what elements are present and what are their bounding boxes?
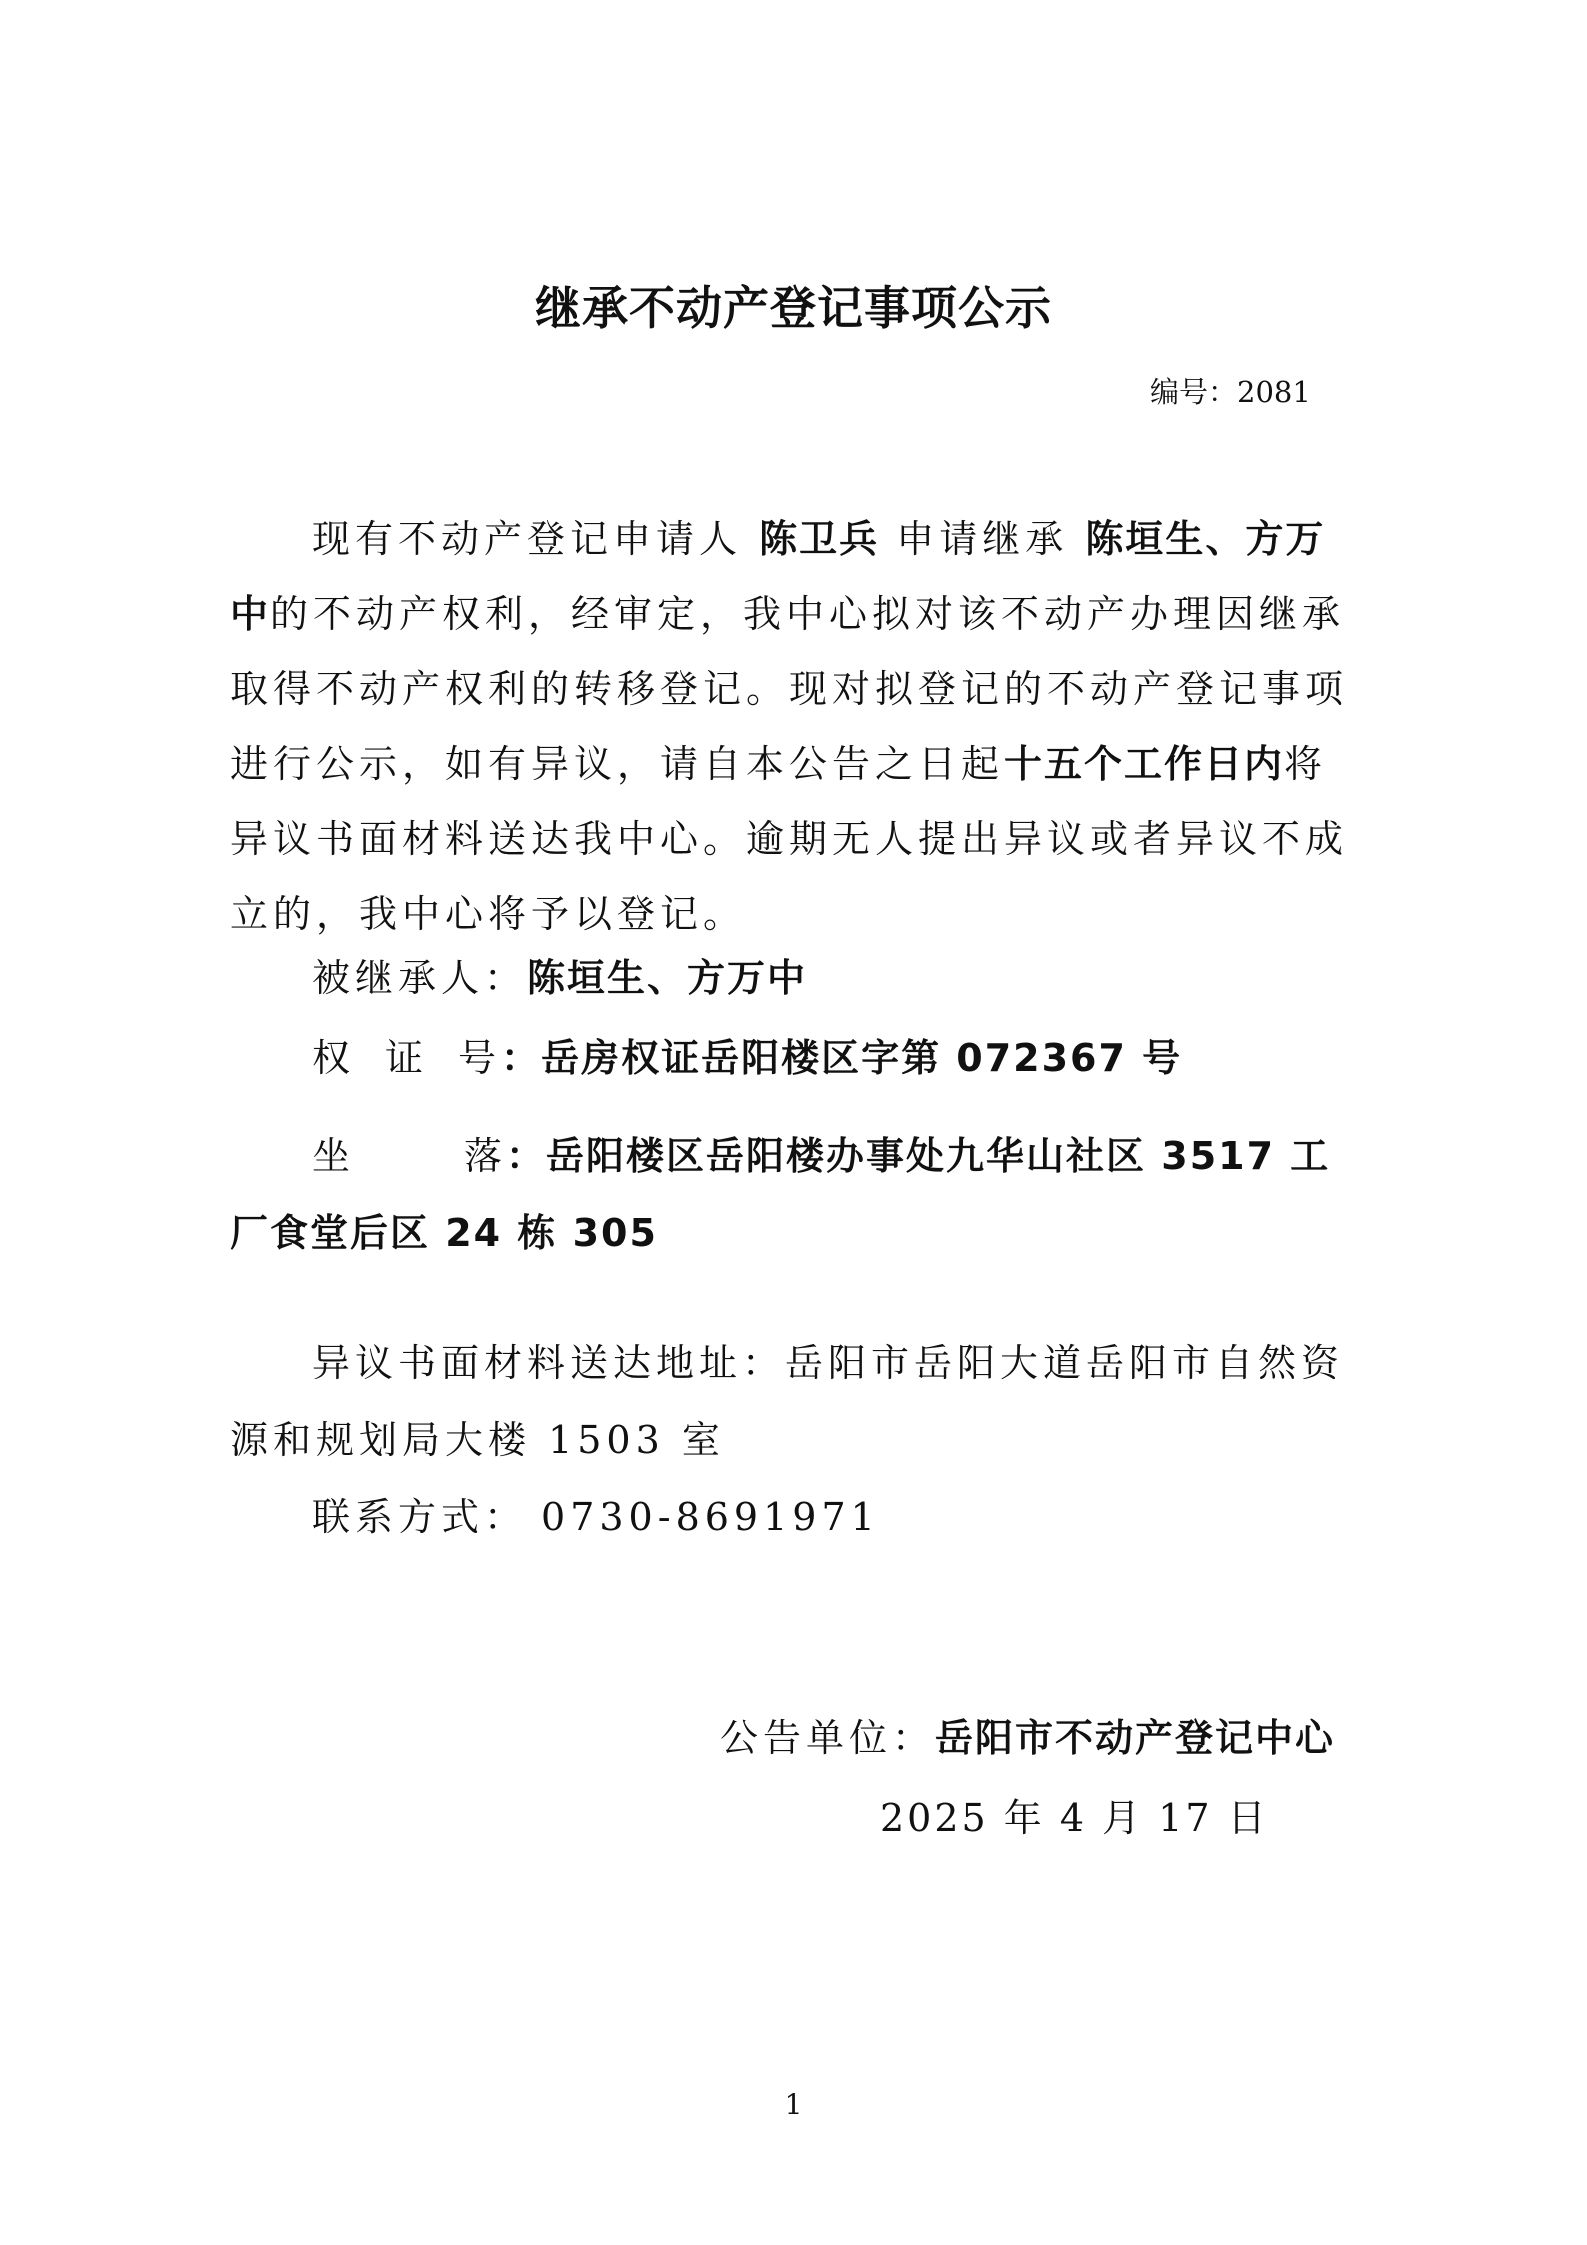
objection-deadline: 十五个工作日内: [1004, 742, 1285, 786]
contact-line: [312, 1487, 880, 1547]
inheritee-label: 被继承人：: [312, 956, 528, 1000]
location-paragraph: [230, 1118, 1360, 1272]
page-title: 继承不动产登记事项公示: [535, 281, 1052, 335]
decedent-names: 陈垣生、方万中: [230, 517, 1326, 636]
intro-part-4: 将异议书面材料送达我中心。逾期无人提出异议或者异议不成立的，我中心将予以登记。: [230, 742, 1349, 936]
certificate-label-char: 权: [312, 1036, 356, 1080]
page-number: 1: [784, 2088, 803, 2121]
certificate-colon: ：: [501, 1036, 542, 1080]
certificate-number: 岳房权证岳阳楼区字第 072367 号: [541, 1036, 1183, 1080]
contact-label: 联系方式：: [312, 1495, 528, 1539]
issuer-name: 岳阳市不动产登记中心: [935, 1716, 1336, 1760]
intro-text: [230, 502, 1360, 952]
document-number: 编号：2081: [1150, 375, 1311, 409]
location-label-char: 坐: [312, 1134, 355, 1178]
certificate-label-char: 证: [385, 1036, 429, 1080]
location-colon: ：: [506, 1134, 547, 1178]
location-label-char: 落: [464, 1134, 507, 1178]
inheritee-line: [312, 948, 807, 1008]
contact-phone: 0730-8691971: [541, 1495, 880, 1539]
applicant-name: 陈卫兵: [759, 517, 880, 561]
certificate-line: [312, 1028, 1182, 1088]
inheritee-value: 陈垣生、方万中: [527, 956, 808, 1000]
issuer-label: 公告单位：: [720, 1716, 936, 1760]
intro-part-1: 现有不动产登记申请人: [312, 517, 743, 561]
issuer-line: [720, 1708, 1335, 1768]
intro-paragraph: [230, 502, 1360, 952]
certificate-label-char: 号: [458, 1036, 502, 1080]
certificate-label: [312, 1036, 541, 1080]
objection-address: 异议书面材料送达地址：岳阳市岳阳大道岳阳市自然资源和规划局大楼 1503 室: [230, 1341, 1345, 1462]
location-text: [230, 1118, 1360, 1272]
intro-part-3: 的不动产权利，经审定，我中心拟对该不动产办理因继承取得不动产权利的转移登记。现对拟登记的不动产登记事项进行公示，如有异议，请自本公告之日起: [230, 592, 1349, 786]
location-value: 岳阳楼区岳阳楼办事处九华山社区 3517 工厂食堂后区 24 栋 305: [230, 1134, 1331, 1255]
issue-date: 2025 年 4 月 17 日: [880, 1796, 1269, 1840]
intro-part-2: 申请继承: [896, 517, 1069, 561]
objection-address-paragraph: [230, 1325, 1360, 1479]
